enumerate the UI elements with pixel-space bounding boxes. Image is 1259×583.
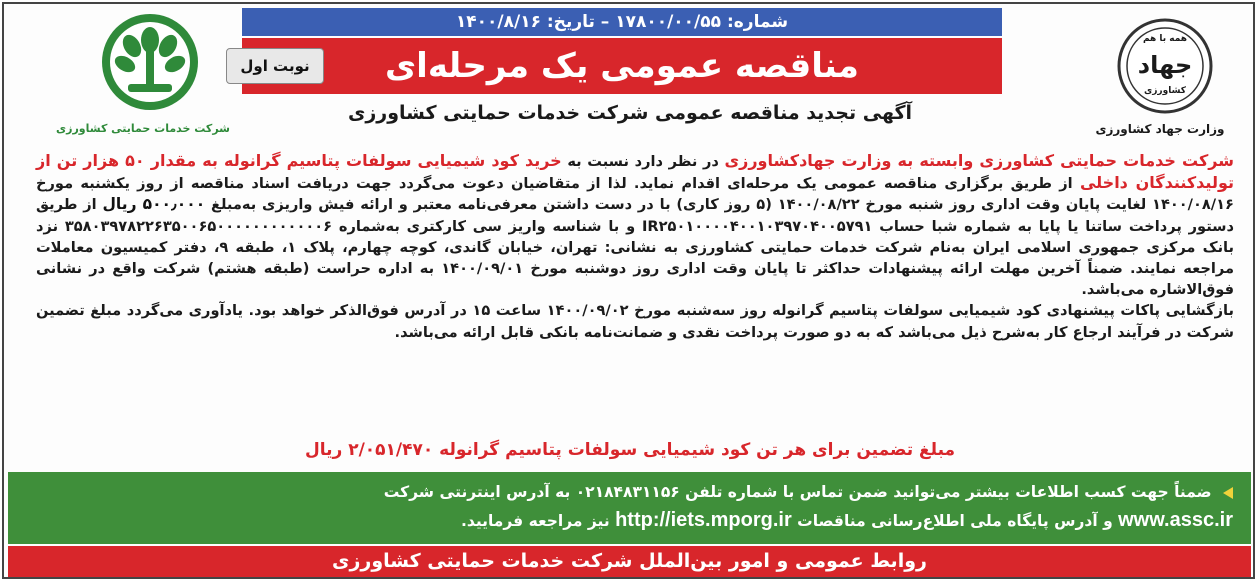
company-logo-caption: شرکت خدمات حمایتی کشاورزی bbox=[56, 122, 230, 135]
ministry-logo bbox=[1065, 10, 1245, 140]
contact-box bbox=[8, 472, 1251, 544]
contact-text-2a: و آدرس پایگاه ملی اطلاع‌رسانی مناقصات bbox=[797, 512, 1113, 530]
company-website-link[interactable]: www.assc.ir bbox=[1118, 509, 1233, 531]
tender-number-bar: شماره: ۱۷۸۰۰/۰۰/۵۵ – تاریخ: ۱۴۰۰/۸/۱۶ bbox=[242, 8, 1002, 36]
body-fee: ۵۰۰٫۰۰۰ ریال bbox=[102, 195, 206, 214]
company-logo bbox=[56, 10, 230, 140]
round-badge: نوبت اول bbox=[226, 48, 324, 84]
contact-line-1 bbox=[26, 478, 1233, 506]
body-instructions: از طریق برگزاری مناقصه عمومی یک مرحله‌ای اقدام نماید. لذا از متقاضیان دعوت می‌گردد جهت دریافت اسناد مناقصه از روز یکشنبه مورخ ۱۴۰۰/۰۸/۱۶ لغایت پایان وقت اداری روز شنبه مورخ ۱۴۰۰/۰۸/۲۲ (۵ روز کاری) با در دست داشتن معرفی‌نامه معتبر و ارائه فیش واریزی به‌مبلغ bbox=[36, 175, 1234, 214]
tender-subtitle: آگهی تجدید مناقصه عمومی شرکت خدمات حمایتی کشاورزی bbox=[347, 102, 913, 124]
footer-public-relations: روابط عمومی و امور بین‌الملل شرکت خدمات حمایتی کشاورزی bbox=[8, 546, 1251, 577]
contact-text-2b: نیز مراجعه فرمایید. bbox=[461, 512, 610, 530]
ministry-mark-sub: کشاورزی bbox=[1144, 86, 1186, 96]
contact-text-1: ضمناً جهت کسب اطلاعات بیشتر می‌توانید ضمن تماس با شماره تلفن ۰۲۱۸۴۸۳۱۱۵۶ به آدرس اینترنتی شرکت bbox=[383, 483, 1212, 501]
guarantee-amount: مبلغ تضمین برای هر تن کود شیمیایی سولفات پتاسیم گرانوله ۲/۰۵۱/۴۷۰ ریال bbox=[304, 440, 956, 460]
bullet-icon bbox=[1223, 487, 1233, 499]
ministry-mark-small: همه با هم bbox=[1142, 34, 1188, 44]
tender-portal-link[interactable]: http://iets.mporg.ir bbox=[615, 509, 792, 531]
tender-title: مناقصه عمومی یک مرحله‌ای bbox=[242, 38, 1002, 94]
contact-line-2 bbox=[26, 506, 1233, 535]
ministry-logo-caption: وزارت جهاد کشاورزی bbox=[1095, 122, 1225, 136]
body-payment-details: از طریق دستور پرداخت ساتنا یا پایا به شماره شبا حساب IR۲۵۰۱۰۰۰۰۴۰۰۱۰۳۹۷۰۴۰۰۵۷۹۱ و با شناسه واریز سی کارکتری به‌شماره ۳۵۸۰۳۹۷۸۲۲۶۳۵۰۰۶۵۰۰۰۰۰۰۰۰۰۰۰۰۶ نزد بانک مرکزی جمهوری اسلامی ایران به‌نام شرکت خدمات حمایتی کشاورزی به نشانی: تهران، خیابان گاندی، کوچه چهارم، پلاک ۱، طبقه ۹، دفتر کمیسیون معاملات مراجعه نمایند. ضمناً آخرین مهلت ارائه پیشنهادات حداکثر تا پایان وقت اداری روز دوشنبه مورخ ۱۴۰۰/۰۹/۰۱ به اداره حراست (طبقه هشتم) شرکت واقع در نشانی فوق‌الاشاره می‌باشد. bbox=[36, 196, 1235, 299]
body-purchase-item: خرید کود شیمیایی سولفات پتاسیم گرانوله به مقدار ۵۰ هزار تن از تولیدکنندگان داخلی bbox=[36, 151, 1235, 193]
body-company-intro: شرکت خدمات حمایتی کشاورزی وابسته به وزارت جهادکشاورزی bbox=[724, 151, 1234, 170]
body-opening-details: بازگشایی پاکات پیشنهادی کود شیمیایی سولفات پتاسیم گرانوله روز سه‌شنبه مورخ ۱۴۰۰/۰۹/۰۲ ساعت ۱۵ در آدرس فوق‌الذکر خواهد بود. یادآوری می‌گردد مبلغ تضمین شرکت در فرآیند ارجاع کار به‌شرح ذیل می‌باشد که به دو صورت پرداخت نقدی و ضمانت‌نامه بانکی قابل ارائه می‌باشد. bbox=[36, 302, 1234, 341]
ministry-mark-main: جهاد bbox=[1137, 51, 1193, 79]
tender-body bbox=[36, 150, 1234, 430]
body-intent: در نظر دارد نسبت به bbox=[567, 153, 719, 170]
